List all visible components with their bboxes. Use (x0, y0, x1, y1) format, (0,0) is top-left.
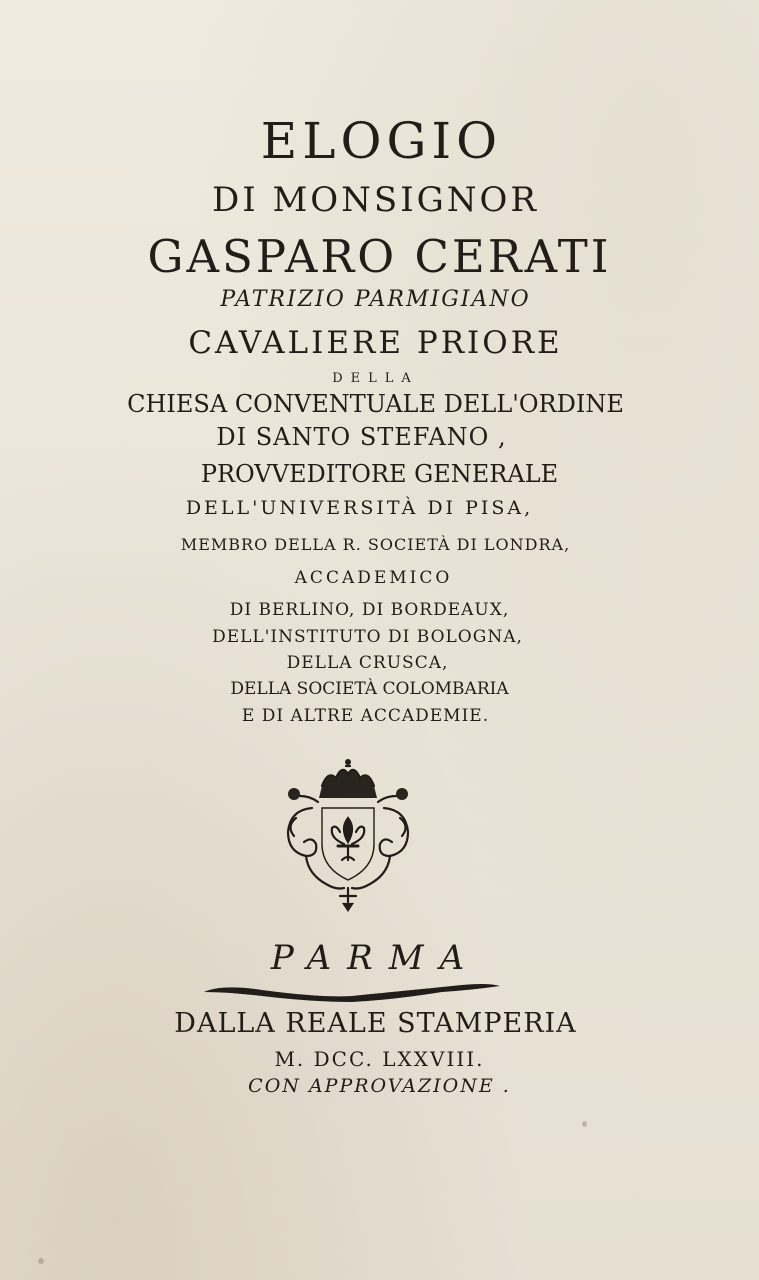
title-line-chiesa: CHIESA CONVENTUALE DELL'ORDINE (127, 390, 624, 418)
title-line-membro: MEMBRO DELLA R. SOCIETÀ DI LONDRA, (180, 535, 571, 554)
title-line-patrizio: PATRIZIO PARMIGIANO (220, 287, 531, 312)
paper-spot (582, 1121, 587, 1127)
title-line-instituto: DELL'INSTITUTO DI BOLOGNA, (212, 627, 523, 647)
imprint-publisher: DALLA REALE STAMPERIA (174, 1008, 577, 1039)
title-line-di-monsignor: DI MONSIGNOR (211, 180, 540, 220)
imprint-approval: CON APPROVAZIONE . (248, 1075, 511, 1097)
title-line-berlino: DI BERLINO, DI BORDEAUX, (229, 600, 510, 620)
title-line-santo-stefano: DI SANTO STEFANO , (216, 423, 507, 451)
title-line-elogio: ELOGIO (260, 112, 503, 170)
title-line-author-name: GASPARO CERATI (147, 230, 612, 283)
imprint-year: M. DCC. LXXVIII. (274, 1047, 485, 1071)
title-line-accademico: ACCADEMICO (294, 568, 453, 588)
title-line-provveditore: PROVVEDITORE GENERALE (200, 460, 559, 488)
title-line-altre-accademie: E DI ALTRE ACCADEMIE. (241, 706, 490, 726)
imprint-city: PARMA (270, 938, 481, 978)
title-line-colombaria: DELLA SOCIETÀ COLOMBARIA (230, 679, 509, 699)
crowned-fleur-de-lis-emblem-icon (278, 752, 418, 912)
title-line-cavaliere: CAVALIERE PRIORE (188, 325, 563, 361)
title-line-crusca: DELLA CRUSCA, (286, 653, 449, 673)
decorative-rule (202, 978, 502, 1004)
title-line-universita: DELL'UNIVERSITÀ DI PISA, (185, 497, 534, 519)
paper-spot (38, 1258, 44, 1264)
title-line-della: DELLA (332, 371, 419, 386)
